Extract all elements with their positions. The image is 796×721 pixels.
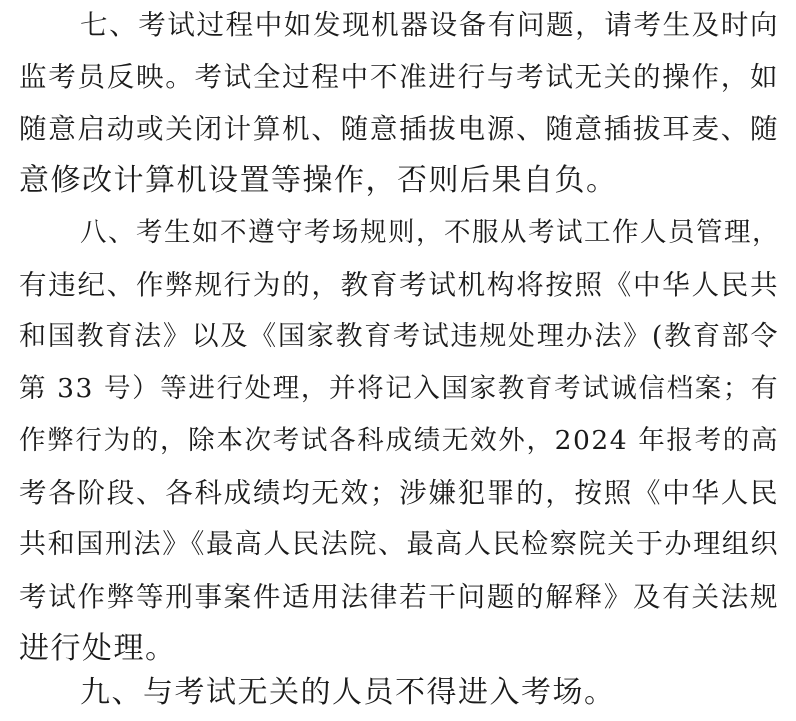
paragraph-7-line-1: 七、考试过程中如发现机器设备有问题，请考生及时向 <box>80 9 779 41</box>
paragraph-9-line-1: 九、与考试无关的人员不得进入考场。 <box>80 675 616 710</box>
paragraph-7-line-2: 监考员反映。考试全过程中不准进行与考试无关的操作，如 <box>19 61 779 93</box>
paragraph-8-line-7: 共和国刑法》《最高人民法院、最高人民检察院关于办理组织 <box>19 529 779 560</box>
paragraph-8-line-1: 八、考生如不遵守考场规则，不服从考试工作人员管理， <box>80 217 780 248</box>
paragraph-8-line-9: 进行处理。 <box>19 631 177 666</box>
paragraph-8-line-3: 和国教育法》以及《国家教育考试违规处理办法》(教育部令 <box>19 321 779 352</box>
paragraph-7-line-4: 意修改计算机设置等操作，否则后果自负。 <box>19 163 618 198</box>
paragraph-7-line-3: 随意启动或关闭计算机、随意插拔电源、随意插拔耳麦、随 <box>19 113 779 145</box>
paragraph-8-line-5: 作弊行为的，除本次考试各科成绩无效外，2024 年报考的高 <box>19 425 779 456</box>
paragraph-8-line-2: 有违纪、作弊规行为的，教育考试机构将按照《中华人民共 <box>19 269 779 301</box>
paragraph-8-line-6: 考各阶段、各科成绩均无效；涉嫌犯罪的，按照《中华人民 <box>19 477 779 509</box>
paragraph-8-line-8: 考试作弊等刑事案件适用法律若干问题的解释》及有关法规 <box>19 581 779 613</box>
paragraph-8-line-4: 第 33 号）等进行处理，并将记入国家教育考试诚信档案；有 <box>19 373 779 404</box>
